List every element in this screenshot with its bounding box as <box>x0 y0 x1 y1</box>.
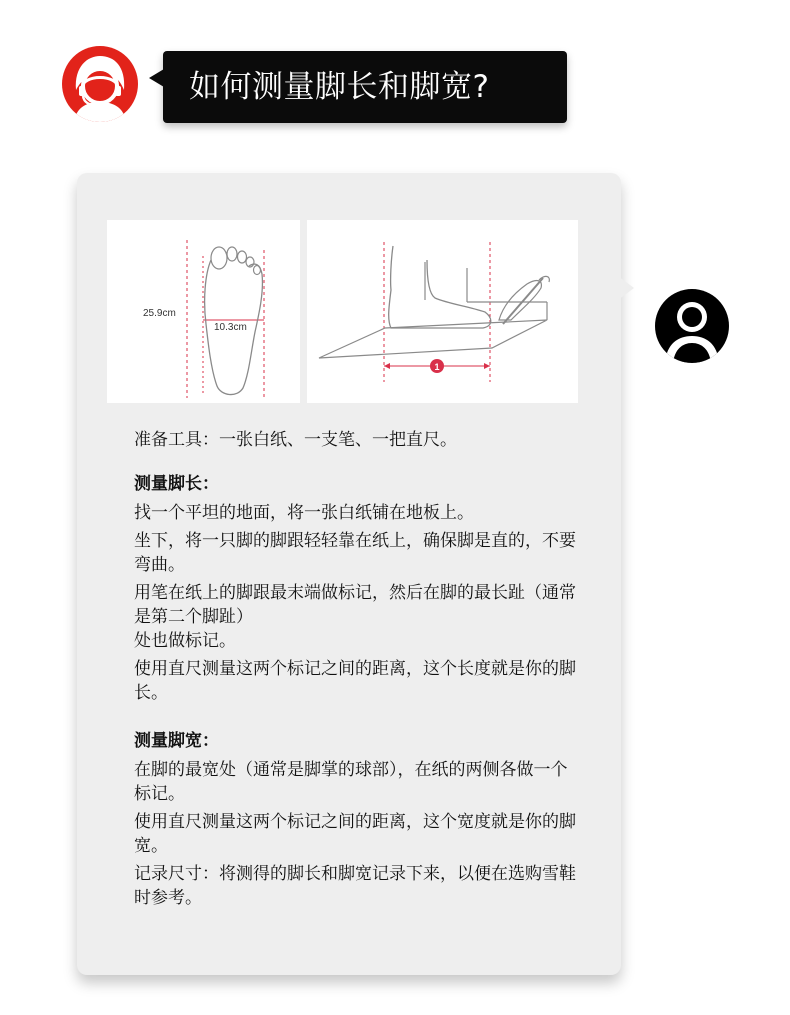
foot-width-label: 10.3cm <box>214 322 247 333</box>
length-step: 使用直尺测量这两个标记之间的距离，这个长度就是你的脚长。 <box>134 659 576 703</box>
user-avatar <box>654 288 730 364</box>
length-step: 坐下，将一只脚的脚跟轻轻靠在纸上，确保脚是直的，不要弯曲。 <box>134 531 576 575</box>
foot-side-view-figure <box>307 220 578 403</box>
length-section-title: 测量脚长： <box>134 474 219 494</box>
length-step: 处也做标记。 <box>134 631 236 651</box>
instruction-text <box>134 428 584 914</box>
width-section-title: 测量脚宽： <box>134 731 219 751</box>
width-step: 使用直尺测量这两个标记之间的距离，这个宽度就是你的脚宽。 <box>134 812 576 856</box>
foot-outline-illustration <box>107 220 300 403</box>
customer-service-avatar <box>62 46 138 122</box>
length-step: 用笔在纸上的脚跟最末端做标记，然后在脚的最长趾（通常是第二个脚趾） <box>134 583 576 627</box>
page-title: 如何测量脚长和脚宽? <box>189 69 490 105</box>
tools-line: 准备工具：一张白纸、一支笔、一把直尺。 <box>134 430 457 450</box>
width-step: 在脚的最宽处（通常是脚掌的球部），在纸的两侧各做一个标记。 <box>134 760 568 804</box>
customer-service-agent-icon <box>62 46 138 122</box>
ruler-marker-number: 1 <box>434 362 440 372</box>
foot-outline-figure <box>107 220 300 403</box>
foot-side-view-illustration <box>307 220 578 403</box>
length-step: 找一个平坦的地面，将一张白纸铺在地板上。 <box>134 503 474 523</box>
title-speech-bubble <box>163 51 567 123</box>
answer-card-tail <box>618 276 634 300</box>
foot-length-label: 25.9cm <box>143 308 176 319</box>
width-step: 记录尺寸：将测得的脚长和脚宽记录下来，以便在选购雪鞋时参考。 <box>134 864 576 908</box>
user-avatar-icon <box>654 288 730 364</box>
